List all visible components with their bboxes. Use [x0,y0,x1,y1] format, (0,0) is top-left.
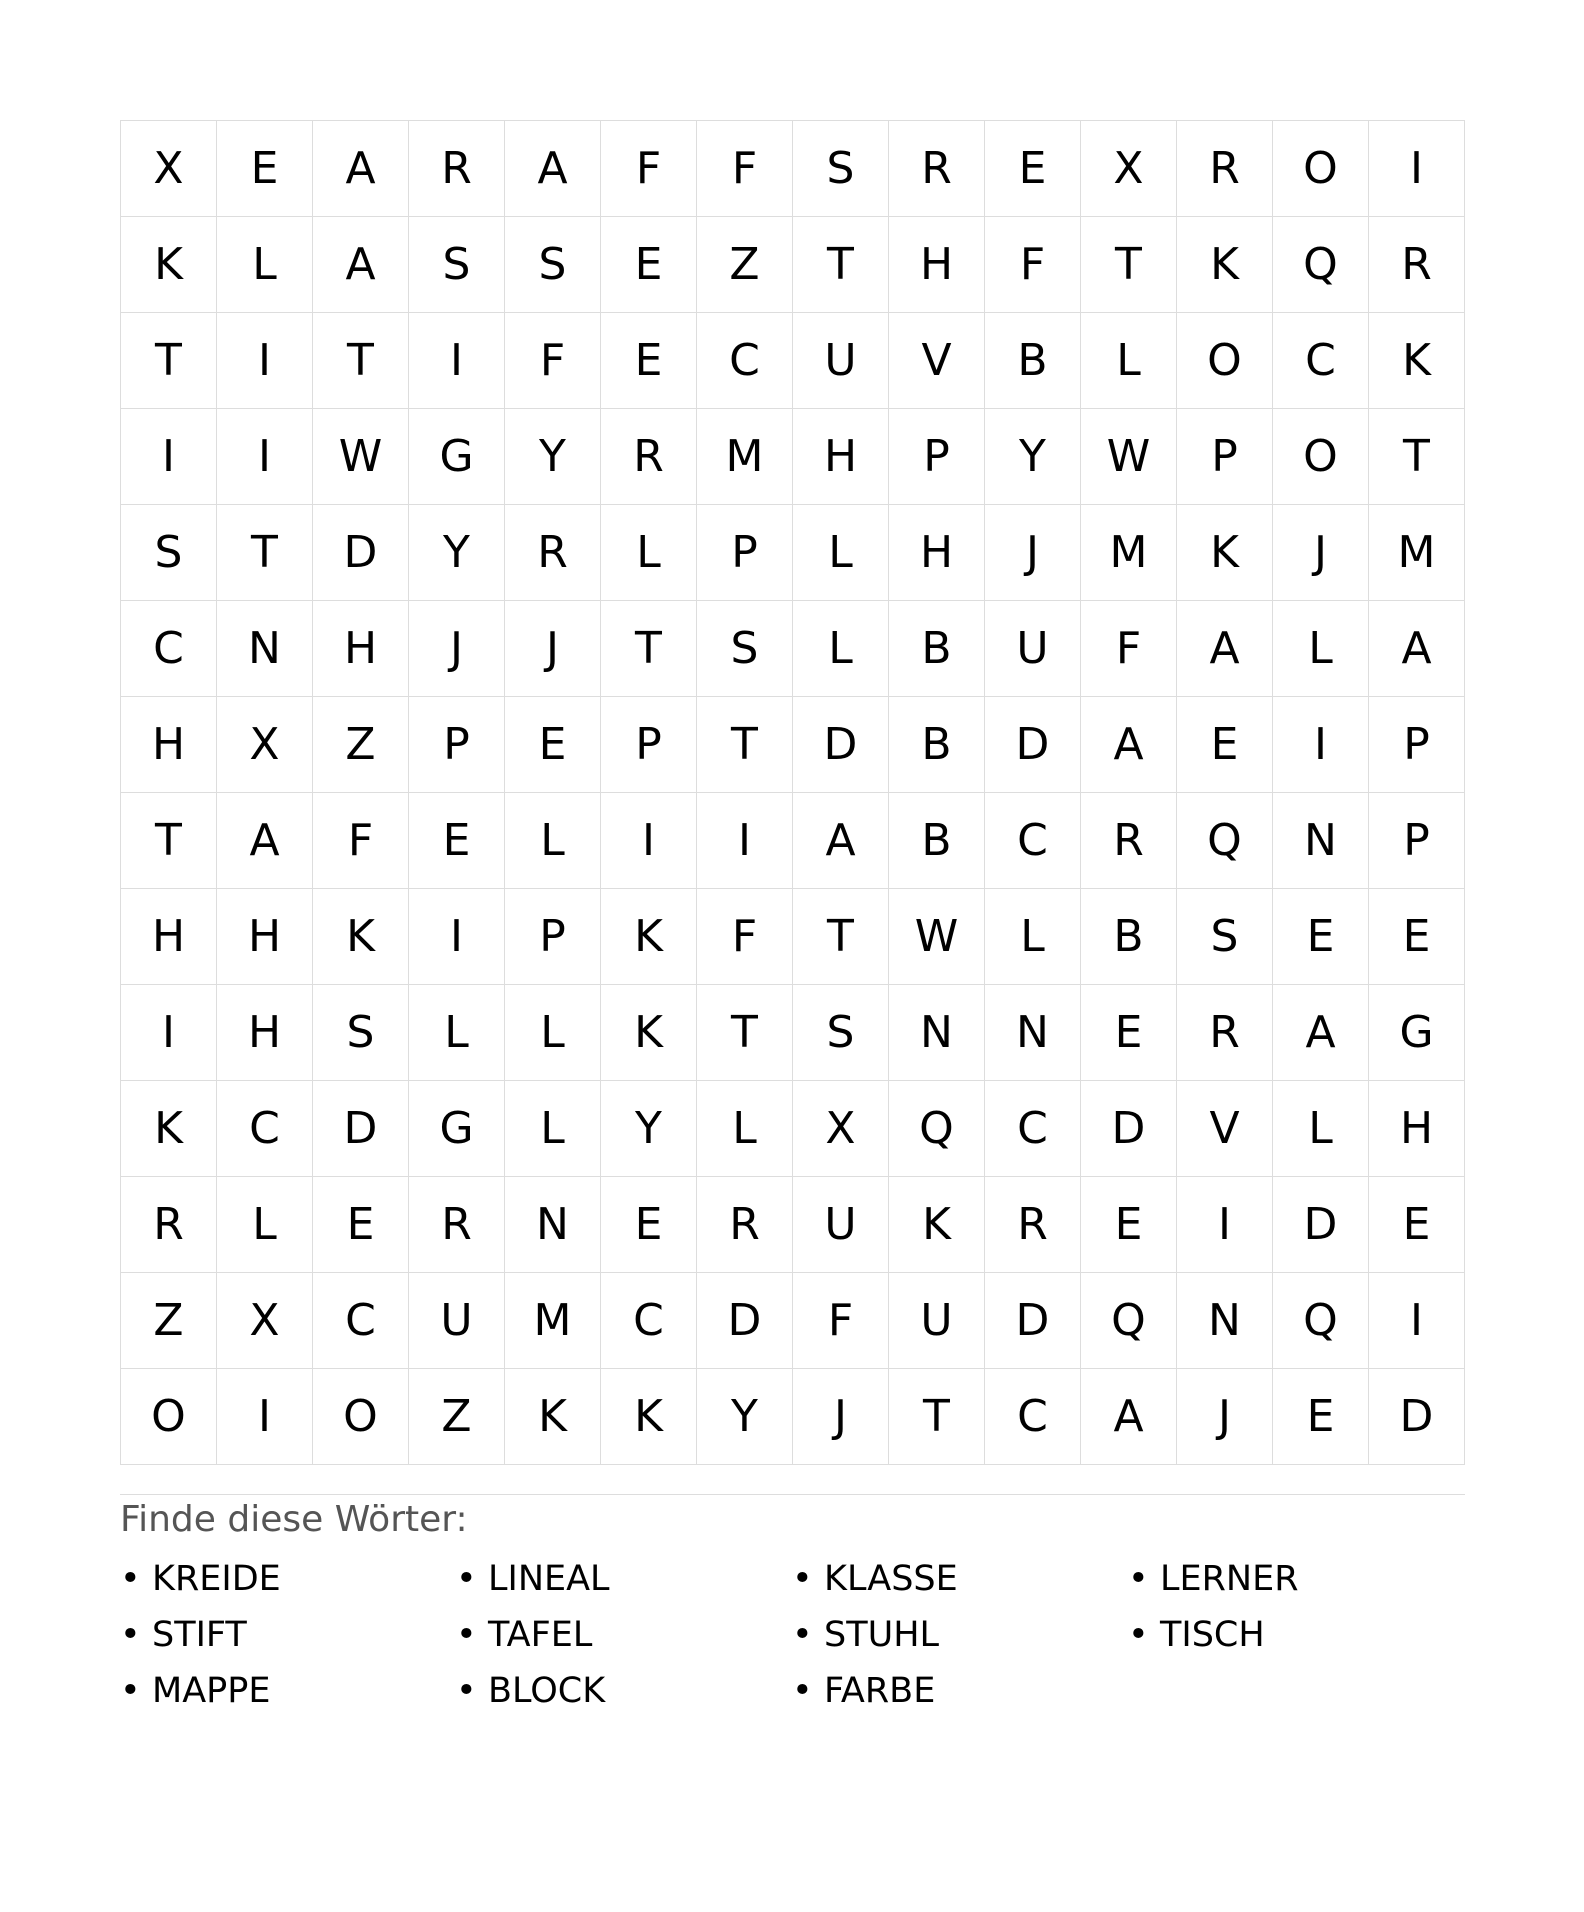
word-list-item [120,1611,456,1667]
bullet-icon: • [120,1671,141,1711]
grid-cell[interactable]: N [1273,793,1369,889]
bullet-icon: • [792,1615,813,1655]
grid-cell[interactable]: K [505,1369,601,1465]
grid-cell[interactable]: K [1177,217,1273,313]
grid-cell[interactable]: F [985,217,1081,313]
grid-cell[interactable]: H [793,409,889,505]
grid-cell[interactable]: P [601,697,697,793]
word-list-item [120,1667,456,1723]
grid-cell[interactable]: E [1081,1177,1177,1273]
grid-cell[interactable]: X [217,1273,313,1369]
grid-cell[interactable]: T [1369,409,1465,505]
grid-cell[interactable]: R [505,505,601,601]
grid-cell[interactable]: C [985,793,1081,889]
word-label: TAFEL [488,1615,593,1655]
grid-cell[interactable]: D [313,505,409,601]
grid-cell[interactable]: I [1177,1177,1273,1273]
grid-cell[interactable]: Q [1081,1273,1177,1369]
grid-cell[interactable]: O [1273,409,1369,505]
grid-cell[interactable]: L [1273,601,1369,697]
grid-cell[interactable]: P [505,889,601,985]
grid-cell[interactable]: I [409,889,505,985]
grid-cell[interactable]: C [1273,313,1369,409]
word-list-item [120,1555,456,1611]
grid-cell[interactable]: B [889,697,985,793]
grid-cell[interactable]: H [313,601,409,697]
grid-cell[interactable]: A [1081,697,1177,793]
bullet-icon: • [456,1671,477,1711]
grid-cell[interactable]: F [697,121,793,217]
word-label: MAPPE [152,1671,271,1711]
grid-cell[interactable]: E [601,313,697,409]
divider [120,1494,1465,1495]
grid-cell[interactable]: A [217,793,313,889]
word-list-item [792,1611,1128,1667]
grid-cell[interactable]: U [985,601,1081,697]
grid-cell[interactable]: J [1177,1369,1273,1465]
grid-cell[interactable]: T [697,985,793,1081]
grid-cell[interactable]: T [121,793,217,889]
grid-cell[interactable]: Y [697,1369,793,1465]
grid-cell[interactable]: I [217,409,313,505]
grid-cell[interactable]: J [985,505,1081,601]
grid-cell[interactable]: E [601,1177,697,1273]
grid-cell[interactable]: O [121,1369,217,1465]
grid-cell[interactable]: Z [313,697,409,793]
grid-cell[interactable]: F [505,313,601,409]
grid-cell[interactable]: S [505,217,601,313]
grid-cell[interactable]: E [1273,889,1369,985]
bullet-icon: • [120,1559,141,1599]
grid-cell[interactable]: Z [697,217,793,313]
grid-cell[interactable]: K [1369,313,1465,409]
grid-cell[interactable]: A [1177,601,1273,697]
bullet-icon: • [792,1559,813,1599]
grid-cell[interactable]: L [505,985,601,1081]
grid-cell[interactable]: T [217,505,313,601]
grid-cell[interactable]: N [1177,1273,1273,1369]
grid-cell[interactable]: R [1177,121,1273,217]
grid-cell[interactable]: G [409,1081,505,1177]
grid-cell[interactable]: T [1081,217,1177,313]
grid-cell[interactable]: N [889,985,985,1081]
grid-cell[interactable]: U [889,1273,985,1369]
word-list-item [792,1667,1128,1723]
grid-cell[interactable]: P [1177,409,1273,505]
grid-cell[interactable]: L [697,1081,793,1177]
grid-cell[interactable]: U [793,1177,889,1273]
grid-cell[interactable]: L [217,1177,313,1273]
grid-cell[interactable]: S [793,985,889,1081]
grid-cell[interactable]: E [985,121,1081,217]
grid-cell[interactable]: T [601,601,697,697]
word-label: LINEAL [488,1559,610,1599]
grid-cell[interactable]: R [601,409,697,505]
grid-cell[interactable]: J [505,601,601,697]
grid-cell[interactable]: H [217,985,313,1081]
grid-cell[interactable]: D [313,1081,409,1177]
grid-cell[interactable]: F [793,1273,889,1369]
grid-cell[interactable]: L [1081,313,1177,409]
grid-cell[interactable]: Z [121,1273,217,1369]
grid-cell[interactable]: I [217,1369,313,1465]
grid-cell[interactable]: L [793,505,889,601]
grid-cell[interactable]: Q [1273,217,1369,313]
grid-cell[interactable]: A [313,217,409,313]
bullet-icon: • [120,1615,141,1655]
grid-cell[interactable]: D [1081,1081,1177,1177]
grid-cell[interactable]: E [1273,1369,1369,1465]
grid-cell[interactable]: B [985,313,1081,409]
grid-cell[interactable]: R [889,121,985,217]
grid-cell[interactable]: J [409,601,505,697]
grid-cell[interactable]: I [697,793,793,889]
grid-cell[interactable]: P [889,409,985,505]
grid-cell[interactable]: P [409,697,505,793]
grid-cell[interactable]: I [1369,121,1465,217]
grid-cell[interactable]: D [1273,1177,1369,1273]
grid-cell[interactable]: A [1273,985,1369,1081]
grid-cell[interactable]: E [409,793,505,889]
grid-cell[interactable]: L [601,505,697,601]
grid-cell[interactable]: D [1369,1369,1465,1465]
grid-cell[interactable]: I [409,313,505,409]
grid-cell[interactable]: H [889,505,985,601]
grid-cell[interactable]: O [313,1369,409,1465]
grid-cell[interactable]: E [601,217,697,313]
grid-cell[interactable]: A [505,121,601,217]
grid-cell[interactable]: K [313,889,409,985]
grid-cell[interactable]: R [121,1177,217,1273]
grid-cell[interactable]: C [697,313,793,409]
grid-cell[interactable]: H [121,697,217,793]
grid-cell[interactable]: H [889,217,985,313]
grid-cell[interactable]: E [217,121,313,217]
grid-cell[interactable]: I [1273,697,1369,793]
grid-cell[interactable]: M [505,1273,601,1369]
grid-cell[interactable]: J [1273,505,1369,601]
grid-cell[interactable]: P [1369,697,1465,793]
grid-cell[interactable]: R [409,121,505,217]
word-label: KREIDE [152,1559,281,1599]
grid-cell[interactable]: T [889,1369,985,1465]
word-list [120,1555,1465,1723]
grid-cell[interactable]: L [985,889,1081,985]
grid-cell[interactable]: K [121,1081,217,1177]
grid-cell[interactable]: R [1369,217,1465,313]
grid-cell[interactable]: H [217,889,313,985]
grid-cell[interactable]: K [1177,505,1273,601]
grid-cell[interactable]: U [409,1273,505,1369]
grid-cell[interactable]: U [793,313,889,409]
word-label: TISCH [1160,1615,1265,1655]
grid-cell[interactable]: Q [889,1081,985,1177]
grid-cell[interactable]: O [1177,313,1273,409]
grid-cell[interactable]: X [121,121,217,217]
grid-cell[interactable]: I [121,409,217,505]
grid-cell[interactable]: M [1369,505,1465,601]
grid-cell[interactable]: S [121,505,217,601]
grid-cell[interactable]: J [793,1369,889,1465]
grid-cell[interactable]: R [697,1177,793,1273]
grid-cell[interactable]: R [985,1177,1081,1273]
grid-cell[interactable]: Y [505,409,601,505]
grid-cell[interactable]: R [409,1177,505,1273]
grid-cell[interactable]: C [217,1081,313,1177]
word-label: FARBE [824,1671,936,1711]
grid-cell[interactable]: T [793,217,889,313]
grid-cell[interactable]: L [505,1081,601,1177]
bullet-icon: • [1128,1615,1149,1655]
word-list-item [1128,1555,1464,1611]
grid-cell[interactable]: I [121,985,217,1081]
word-label: LERNER [1160,1559,1299,1599]
grid-cell[interactable]: T [793,889,889,985]
grid-cell[interactable]: K [121,217,217,313]
grid-cell[interactable]: C [121,601,217,697]
grid-cell[interactable]: E [1369,889,1465,985]
grid-cell[interactable]: Z [409,1369,505,1465]
grid-cell[interactable]: D [697,1273,793,1369]
word-label: BLOCK [488,1671,606,1711]
grid-cell[interactable]: N [985,985,1081,1081]
grid-cell[interactable]: X [217,697,313,793]
grid-cell[interactable]: C [985,1369,1081,1465]
grid-cell[interactable]: B [1081,889,1177,985]
bullet-icon: • [456,1559,477,1599]
grid-cell[interactable]: A [313,121,409,217]
grid-cell[interactable]: F [697,889,793,985]
grid-cell[interactable]: W [889,889,985,985]
grid-cell[interactable]: X [1081,121,1177,217]
grid-cell[interactable]: T [697,697,793,793]
grid-cell[interactable]: T [313,313,409,409]
grid-cell[interactable]: G [409,409,505,505]
grid-cell[interactable]: P [697,505,793,601]
word-label: KLASSE [824,1559,958,1599]
grid-cell[interactable]: E [1177,697,1273,793]
grid-cell[interactable]: R [1177,985,1273,1081]
grid-cell[interactable]: C [985,1081,1081,1177]
grid-cell[interactable]: M [1081,505,1177,601]
grid-cell[interactable]: G [1369,985,1465,1081]
grid-cell[interactable]: K [889,1177,985,1273]
grid-cell[interactable]: C [601,1273,697,1369]
grid-cell[interactable]: L [793,601,889,697]
grid-cell[interactable]: S [793,121,889,217]
grid-cell[interactable]: C [313,1273,409,1369]
grid-cell[interactable]: Y [601,1081,697,1177]
word-list-item [456,1611,792,1667]
grid-cell[interactable]: E [1369,1177,1465,1273]
grid-cell[interactable]: N [505,1177,601,1273]
grid-cell[interactable]: Q [1273,1273,1369,1369]
grid-cell[interactable]: P [1369,793,1465,889]
grid-cell[interactable]: E [505,697,601,793]
grid-cell[interactable]: N [217,601,313,697]
grid-cell[interactable]: O [1273,121,1369,217]
word-list-item [792,1555,1128,1611]
grid-cell[interactable]: K [601,889,697,985]
word-list-item [1128,1611,1464,1667]
grid-cell[interactable]: S [409,217,505,313]
word-list-item [456,1555,792,1611]
grid-cell[interactable]: L [217,217,313,313]
grid-cell[interactable]: Y [985,409,1081,505]
grid-cell[interactable]: X [793,1081,889,1177]
grid-cell[interactable]: S [313,985,409,1081]
grid-cell[interactable]: D [985,697,1081,793]
grid-cell[interactable]: L [409,985,505,1081]
grid-cell[interactable]: T [121,313,217,409]
grid-cell[interactable]: V [889,313,985,409]
grid-cell[interactable]: H [1369,1081,1465,1177]
word-list-item [456,1667,792,1723]
grid-cell[interactable]: S [1177,889,1273,985]
letter-grid [120,120,1465,1465]
grid-cell[interactable]: D [793,697,889,793]
grid-cell[interactable]: D [985,1273,1081,1369]
grid-cell[interactable]: V [1177,1081,1273,1177]
word-label: STIFT [152,1615,247,1655]
grid-cell[interactable]: A [793,793,889,889]
bullet-icon: • [456,1615,477,1655]
grid-cell[interactable]: M [697,409,793,505]
grid-cell[interactable]: Q [1177,793,1273,889]
grid-cell[interactable]: I [601,793,697,889]
grid-cell[interactable]: K [601,1369,697,1465]
bullet-icon: • [792,1671,813,1711]
grid-cell[interactable]: L [505,793,601,889]
grid-cell[interactable]: H [121,889,217,985]
grid-cell[interactable]: R [1081,793,1177,889]
grid-cell[interactable]: A [1081,1369,1177,1465]
grid-cell[interactable]: F [601,121,697,217]
grid-cell[interactable]: L [1273,1081,1369,1177]
grid-cell[interactable]: I [1369,1273,1465,1369]
grid-cell[interactable]: W [313,409,409,505]
grid-cell[interactable]: E [1081,985,1177,1081]
bullet-icon: • [1128,1559,1149,1599]
grid-cell[interactable]: E [313,1177,409,1273]
grid-cell[interactable]: B [889,601,985,697]
word-label: STUHL [824,1615,940,1655]
grid-cell[interactable]: F [1081,601,1177,697]
grid-cell[interactable]: F [313,793,409,889]
grid-cell[interactable]: B [889,793,985,889]
grid-cell[interactable]: W [1081,409,1177,505]
grid-cell[interactable]: Y [409,505,505,601]
grid-cell[interactable]: S [697,601,793,697]
grid-cell[interactable]: A [1369,601,1465,697]
grid-cell[interactable]: I [217,313,313,409]
word-list-title: Finde diese Wörter: [120,1499,468,1540]
grid-cell[interactable]: K [601,985,697,1081]
